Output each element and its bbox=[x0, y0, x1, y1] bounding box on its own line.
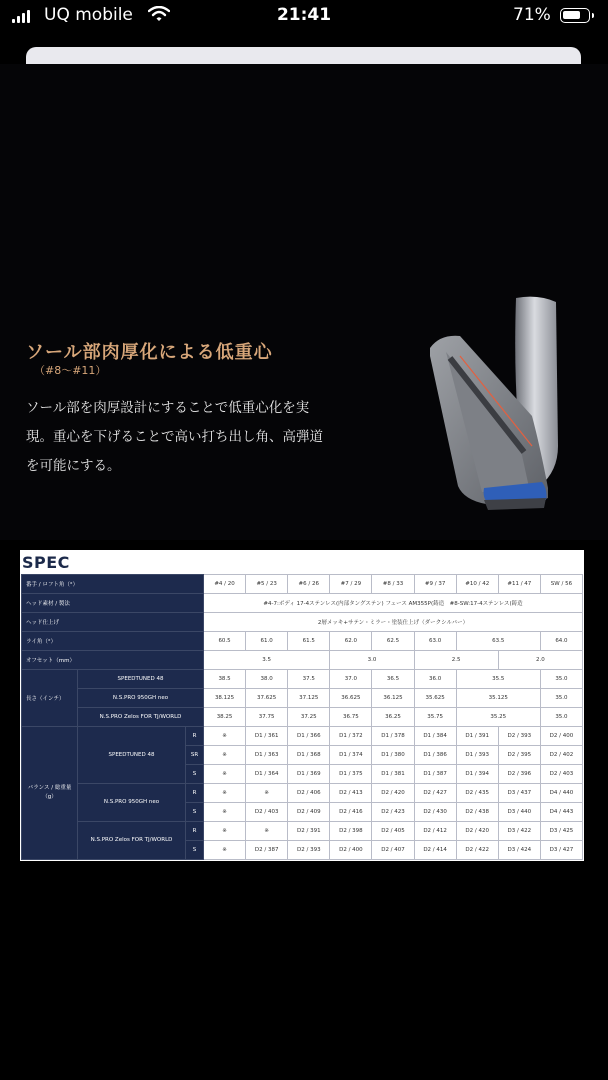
shaft-name: N.S.PRO 950GH neo bbox=[78, 689, 204, 708]
length-cell: 38.5 bbox=[204, 670, 246, 689]
balance-weight-cell: ※ bbox=[246, 822, 288, 841]
head-material-cell: #4-7:ボディ 17-4ステンレス(内部タングステン) フェース AM355P(鋳造 #8-SW:17-4ステンレス(鋳造 bbox=[204, 594, 583, 613]
length-cell: 35.625 bbox=[414, 689, 456, 708]
row-header: ヘッド仕上げ bbox=[22, 613, 204, 632]
balance-weight-cell: ※ bbox=[204, 765, 246, 784]
offset-cell: 2.0 bbox=[498, 651, 582, 670]
battery-percent: 71% bbox=[513, 5, 551, 25]
length-cell: 35.25 bbox=[456, 708, 540, 727]
shaft-name: SPEEDTUNED 48 bbox=[78, 727, 186, 784]
balance-weight-cell: D1 / 394 bbox=[456, 765, 498, 784]
balance-weight-cell: ※ bbox=[204, 784, 246, 803]
balance-weight-cell: D2 / 430 bbox=[414, 803, 456, 822]
balance-weight-cell: D3 / 422 bbox=[498, 822, 540, 841]
length-cell: 37.0 bbox=[330, 670, 372, 689]
balance-weight-cell: D2 / 403 bbox=[246, 803, 288, 822]
table-row bbox=[22, 651, 583, 670]
table-row bbox=[22, 613, 583, 632]
spec-title: SPEC bbox=[22, 553, 70, 572]
flex-label: S bbox=[186, 803, 204, 822]
balance-weight-cell: D2 / 438 bbox=[456, 803, 498, 822]
length-cell: 35.75 bbox=[414, 708, 456, 727]
length-cell: 37.625 bbox=[246, 689, 288, 708]
balance-weight-cell: D1 / 381 bbox=[372, 765, 414, 784]
balance-weight-cell: D1 / 369 bbox=[288, 765, 330, 784]
row-header: オフセット（mm） bbox=[22, 651, 204, 670]
lie-cell: 61.5 bbox=[288, 632, 330, 651]
offset-cell: 3.0 bbox=[330, 651, 414, 670]
row-header: ヘッド素材 / 製法 bbox=[22, 594, 204, 613]
balance-weight-cell: D2 / 393 bbox=[498, 727, 540, 746]
length-cell: 37.75 bbox=[246, 708, 288, 727]
balance-weight-cell: D2 / 422 bbox=[456, 841, 498, 860]
length-cell: 35.0 bbox=[540, 689, 582, 708]
flex-label: R bbox=[186, 822, 204, 841]
balance-weight-cell: D2 / 391 bbox=[288, 822, 330, 841]
balance-weight-cell: D2 / 409 bbox=[288, 803, 330, 822]
table-row bbox=[22, 594, 583, 613]
balance-weight-cell: D4 / 443 bbox=[540, 803, 582, 822]
balance-weight-cell: D1 / 366 bbox=[288, 727, 330, 746]
balance-weight-cell: D2 / 402 bbox=[540, 746, 582, 765]
balance-weight-cell: D4 / 440 bbox=[540, 784, 582, 803]
length-cell: 38.125 bbox=[204, 689, 246, 708]
table-row bbox=[22, 670, 583, 689]
balance-weight-cell: D2 / 414 bbox=[414, 841, 456, 860]
flex-label: SR bbox=[186, 746, 204, 765]
table-row bbox=[22, 632, 583, 651]
lie-cell: 64.0 bbox=[540, 632, 582, 651]
balance-weight-cell: D2 / 400 bbox=[330, 841, 372, 860]
clock: 21:41 bbox=[276, 5, 332, 25]
balance-weight-cell: D1 / 368 bbox=[288, 746, 330, 765]
lie-cell: 63.0 bbox=[414, 632, 456, 651]
balance-weight-cell: D1 / 380 bbox=[372, 746, 414, 765]
balance-weight-cell: D1 / 372 bbox=[330, 727, 372, 746]
balance-weight-cell: D3 / 425 bbox=[540, 822, 582, 841]
table-row bbox=[22, 708, 583, 727]
row-header: バランス / 総重量（g） bbox=[22, 727, 78, 860]
balance-weight-cell: D1 / 384 bbox=[414, 727, 456, 746]
flex-label: R bbox=[186, 784, 204, 803]
lie-cell: 62.5 bbox=[372, 632, 414, 651]
flex-label: R bbox=[186, 727, 204, 746]
length-cell: 36.25 bbox=[372, 708, 414, 727]
length-cell: 36.625 bbox=[330, 689, 372, 708]
feature-title: ソール部肉厚化による低重心 bbox=[26, 342, 273, 363]
balance-weight-cell: D1 / 391 bbox=[456, 727, 498, 746]
balance-weight-cell: ※ bbox=[204, 822, 246, 841]
balance-weight-cell: D2 / 427 bbox=[414, 784, 456, 803]
balance-weight-cell: D1 / 364 bbox=[246, 765, 288, 784]
spec-sheet bbox=[20, 550, 584, 861]
sheet-handle bbox=[26, 47, 581, 65]
balance-weight-cell: D2 / 395 bbox=[498, 746, 540, 765]
balance-weight-cell: D2 / 407 bbox=[372, 841, 414, 860]
lie-cell: 63.5 bbox=[456, 632, 540, 651]
table-row bbox=[22, 689, 583, 708]
length-cell: 36.5 bbox=[372, 670, 414, 689]
shaft-name: N.S.PRO Zelos FOR TJ/WORLD bbox=[78, 708, 204, 727]
balance-weight-cell: D2 / 387 bbox=[246, 841, 288, 860]
balance-weight-cell: D2 / 393 bbox=[288, 841, 330, 860]
number-loft-cell: #9 / 37 bbox=[414, 575, 456, 594]
balance-weight-cell: D3 / 437 bbox=[498, 784, 540, 803]
balance-weight-cell: D2 / 400 bbox=[540, 727, 582, 746]
balance-weight-cell: D2 / 435 bbox=[456, 784, 498, 803]
number-loft-cell: #11 / 47 bbox=[498, 575, 540, 594]
flex-label: S bbox=[186, 765, 204, 784]
balance-weight-cell: D2 / 403 bbox=[540, 765, 582, 784]
balance-weight-cell: D2 / 405 bbox=[372, 822, 414, 841]
balance-weight-cell: D1 / 378 bbox=[372, 727, 414, 746]
balance-weight-cell: D3 / 424 bbox=[498, 841, 540, 860]
balance-weight-cell: D2 / 420 bbox=[372, 784, 414, 803]
feature-description: ソール部を肉厚設計にすることで低重心化を実現。重心を下げることで高い打ち出し角、高弾道を可能にする。 bbox=[26, 400, 323, 474]
battery-icon bbox=[560, 8, 590, 23]
length-cell: 36.0 bbox=[414, 670, 456, 689]
balance-weight-cell: D1 / 387 bbox=[414, 765, 456, 784]
balance-weight-cell: D2 / 396 bbox=[498, 765, 540, 784]
length-cell: 36.125 bbox=[372, 689, 414, 708]
balance-weight-cell: D1 / 386 bbox=[414, 746, 456, 765]
number-loft-cell: #5 / 23 bbox=[246, 575, 288, 594]
lie-cell: 60.5 bbox=[204, 632, 246, 651]
shaft-name: SPEEDTUNED 48 bbox=[78, 670, 204, 689]
balance-weight-cell: D3 / 427 bbox=[540, 841, 582, 860]
balance-weight-cell: D2 / 416 bbox=[330, 803, 372, 822]
balance-weight-cell: ※ bbox=[204, 803, 246, 822]
balance-weight-cell: D2 / 413 bbox=[330, 784, 372, 803]
offset-cell: 3.5 bbox=[204, 651, 330, 670]
balance-weight-cell: D1 / 393 bbox=[456, 746, 498, 765]
length-cell: 37.25 bbox=[288, 708, 330, 727]
balance-weight-cell: ※ bbox=[204, 841, 246, 860]
table-row bbox=[22, 575, 583, 594]
balance-weight-cell: D2 / 420 bbox=[456, 822, 498, 841]
balance-weight-cell: D2 / 412 bbox=[414, 822, 456, 841]
offset-cell: 2.5 bbox=[414, 651, 498, 670]
number-loft-cell: #7 / 29 bbox=[330, 575, 372, 594]
balance-weight-cell: D2 / 423 bbox=[372, 803, 414, 822]
length-cell: 37.5 bbox=[288, 670, 330, 689]
feature-subtitle: （#8～#11） bbox=[34, 364, 107, 377]
number-loft-cell: #6 / 26 bbox=[288, 575, 330, 594]
balance-weight-cell: ※ bbox=[204, 746, 246, 765]
carrier-name: UQ mobile bbox=[44, 5, 133, 25]
head-finish-cell: 2層メッキ+サテン・ミラー・塗装仕上げ（ダークシルバー） bbox=[204, 613, 583, 632]
length-cell: 37.125 bbox=[288, 689, 330, 708]
balance-weight-cell: ※ bbox=[204, 727, 246, 746]
balance-weight-cell: D1 / 361 bbox=[246, 727, 288, 746]
spec-table bbox=[21, 574, 583, 860]
shaft-name: N.S.PRO Zelos FOR TJ/WORLD bbox=[78, 822, 186, 860]
shaft-name: N.S.PRO 950GH neo bbox=[78, 784, 186, 822]
table-row bbox=[22, 784, 583, 803]
balance-weight-cell: D1 / 374 bbox=[330, 746, 372, 765]
balance-weight-cell: D3 / 440 bbox=[498, 803, 540, 822]
balance-weight-cell: D1 / 363 bbox=[246, 746, 288, 765]
table-row bbox=[22, 727, 583, 746]
number-loft-cell: #10 / 42 bbox=[456, 575, 498, 594]
row-header: 長さ（インチ） bbox=[22, 670, 78, 727]
length-cell: 35.0 bbox=[540, 670, 582, 689]
length-cell: 36.75 bbox=[330, 708, 372, 727]
number-loft-cell: #8 / 33 bbox=[372, 575, 414, 594]
lie-cell: 61.0 bbox=[246, 632, 288, 651]
length-cell: 35.5 bbox=[456, 670, 540, 689]
balance-weight-cell: D2 / 398 bbox=[330, 822, 372, 841]
table-row bbox=[22, 822, 583, 841]
number-loft-cell: #4 / 20 bbox=[204, 575, 246, 594]
row-header: 番手 / ロフト角（°） bbox=[22, 575, 204, 594]
length-cell: 35.125 bbox=[456, 689, 540, 708]
status-bar bbox=[0, 0, 608, 34]
flex-label: S bbox=[186, 841, 204, 860]
balance-weight-cell: D2 / 406 bbox=[288, 784, 330, 803]
row-header: ライ角（°） bbox=[22, 632, 204, 651]
length-cell: 35.0 bbox=[540, 708, 582, 727]
golf-iron-cutaway-illustration bbox=[420, 296, 580, 516]
balance-weight-cell: D1 / 375 bbox=[330, 765, 372, 784]
number-loft-cell: SW / 56 bbox=[540, 575, 582, 594]
balance-weight-cell: ※ bbox=[246, 784, 288, 803]
length-cell: 38.25 bbox=[204, 708, 246, 727]
lie-cell: 62.0 bbox=[330, 632, 372, 651]
length-cell: 38.0 bbox=[246, 670, 288, 689]
